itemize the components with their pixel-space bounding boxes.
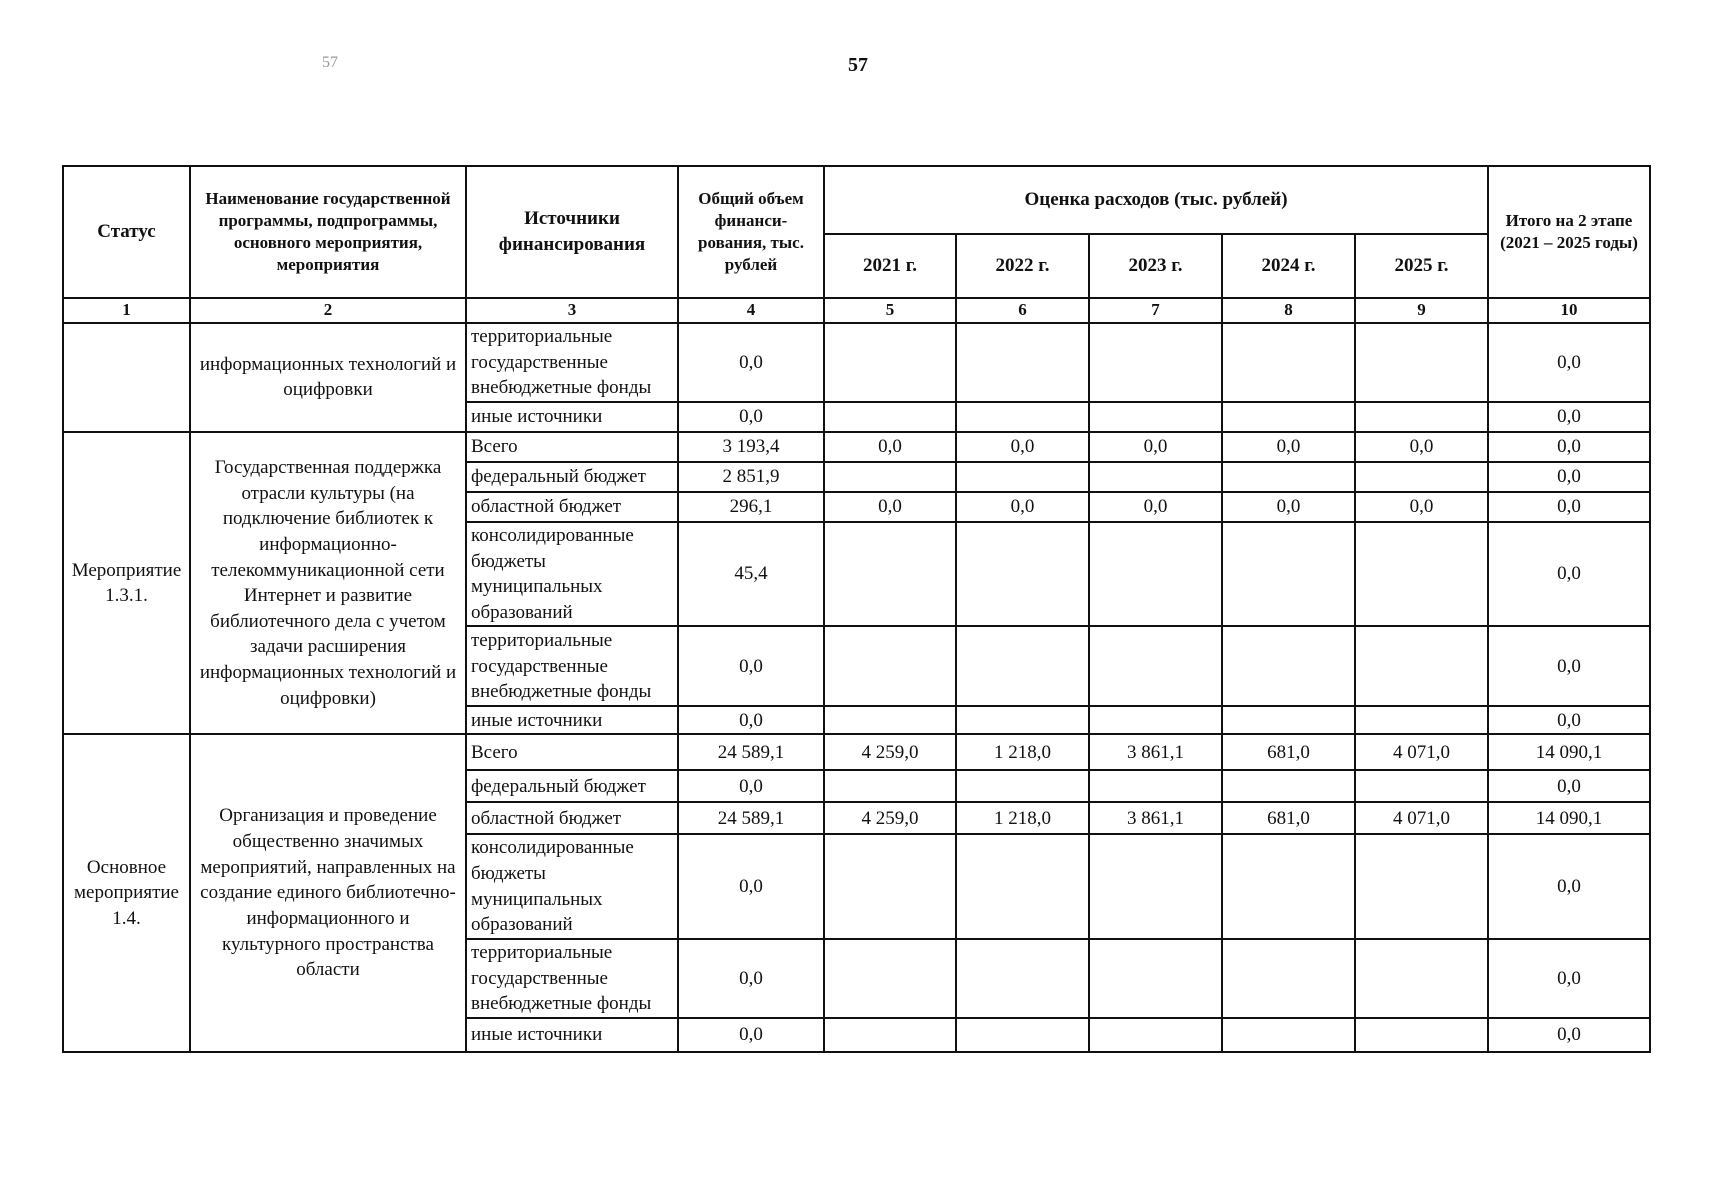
year-amount-cell (1222, 939, 1355, 1018)
year-amount-cell (824, 323, 956, 402)
year-amount-cell (956, 770, 1089, 802)
year-amount-cell (1355, 770, 1488, 802)
status-cell: Основное мероприятие 1.4. (63, 734, 190, 1051)
year-amount-cell (1222, 706, 1355, 734)
year-amount-cell (824, 770, 956, 802)
stage-total-cell: 0,0 (1488, 706, 1650, 734)
total-amount-cell: 3 193,4 (678, 432, 824, 462)
year-amount-cell (1222, 1018, 1355, 1052)
total-amount-cell: 24 589,1 (678, 734, 824, 770)
status-cell (63, 323, 190, 432)
funding-source-cell: федеральный бюджет (466, 770, 678, 802)
header-estimate: Оценка расходов (тыс. рублей) (824, 166, 1488, 234)
activity-name-cell: Государственная поддержка отрасли культуры (на подключение библиотек к информационно-телекоммуникационной сети Интернет и развитие библиотечного дела с учетом задачи расширения информационных технологий и оцифровки) (190, 432, 466, 735)
funding-source-cell: территориальные государственные внебюджетные фонды (466, 939, 678, 1018)
table-row (63, 323, 1650, 402)
year-amount-cell (1355, 626, 1488, 706)
stage-total-cell: 0,0 (1488, 323, 1650, 402)
total-amount-cell: 24 589,1 (678, 802, 824, 834)
column-number-cell: 1 (63, 298, 190, 323)
year-amount-cell (824, 522, 956, 627)
table-row (63, 734, 1650, 770)
header-year: 2022 г. (956, 234, 1089, 298)
funding-source-cell: областной бюджет (466, 802, 678, 834)
stage-total-cell: 0,0 (1488, 492, 1650, 522)
year-amount-cell (956, 462, 1089, 492)
year-amount-cell: 0,0 (1355, 492, 1488, 522)
year-amount-cell: 4 259,0 (824, 802, 956, 834)
funding-source-cell: областной бюджет (466, 492, 678, 522)
column-number-cell: 3 (466, 298, 678, 323)
funding-source-cell: Всего (466, 432, 678, 462)
year-amount-cell (1089, 939, 1222, 1018)
budget-table (62, 165, 1651, 1053)
funding-source-cell: федеральный бюджет (466, 462, 678, 492)
total-amount-cell: 296,1 (678, 492, 824, 522)
column-number-cell: 4 (678, 298, 824, 323)
activity-name-cell: информационных технологий и оцифровки (190, 323, 466, 432)
year-amount-cell (824, 462, 956, 492)
total-amount-cell: 0,0 (678, 1018, 824, 1052)
funding-source-cell: консолидированные бюджеты муниципальных образований (466, 834, 678, 939)
table-row (63, 432, 1650, 462)
year-amount-cell: 0,0 (956, 492, 1089, 522)
year-amount-cell (956, 626, 1089, 706)
total-amount-cell: 0,0 (678, 402, 824, 432)
column-numbers-row (63, 298, 1650, 323)
funding-source-cell: иные источники (466, 402, 678, 432)
year-amount-cell: 0,0 (956, 432, 1089, 462)
year-amount-cell (956, 834, 1089, 939)
year-amount-cell: 0,0 (1355, 432, 1488, 462)
year-amount-cell: 1 218,0 (956, 734, 1089, 770)
year-amount-cell (956, 1018, 1089, 1052)
year-amount-cell (824, 1018, 956, 1052)
year-amount-cell (1222, 323, 1355, 402)
year-amount-cell (824, 626, 956, 706)
stage-total-cell: 0,0 (1488, 939, 1650, 1018)
total-amount-cell: 0,0 (678, 626, 824, 706)
header-year: 2021 г. (824, 234, 956, 298)
year-amount-cell (1355, 834, 1488, 939)
year-amount-cell: 4 071,0 (1355, 734, 1488, 770)
year-amount-cell: 0,0 (1089, 492, 1222, 522)
header-year: 2024 г. (1222, 234, 1355, 298)
activity-name-cell: Организация и проведение общественно значимых мероприятий, направленных на создание единого библиотечно-информационного и культурного пространства области (190, 734, 466, 1051)
header-name: Наименование государственной программы, подпрограммы, основного мероприятия, мероприятия (190, 166, 466, 298)
year-amount-cell (1222, 462, 1355, 492)
funding-source-cell: Всего (466, 734, 678, 770)
column-number-cell: 7 (1089, 298, 1222, 323)
scan-artifact-page-mark: 57 (322, 54, 338, 71)
year-amount-cell: 0,0 (1089, 432, 1222, 462)
total-amount-cell: 45,4 (678, 522, 824, 627)
year-amount-cell (824, 834, 956, 939)
year-amount-cell (1089, 1018, 1222, 1052)
total-amount-cell: 0,0 (678, 323, 824, 402)
column-number-cell: 8 (1222, 298, 1355, 323)
column-number-cell: 10 (1488, 298, 1650, 323)
year-amount-cell (1089, 626, 1222, 706)
year-amount-cell: 681,0 (1222, 802, 1355, 834)
year-amount-cell: 0,0 (1222, 492, 1355, 522)
funding-source-cell: консолидированные бюджеты муниципальных образований (466, 522, 678, 627)
column-number-cell: 2 (190, 298, 466, 323)
year-amount-cell (1355, 462, 1488, 492)
year-amount-cell (956, 402, 1089, 432)
year-amount-cell (956, 939, 1089, 1018)
year-amount-cell (1222, 834, 1355, 939)
year-amount-cell (1089, 706, 1222, 734)
header-total-volume: Общий объем финанси-рования, тыс. рублей (678, 166, 824, 298)
year-amount-cell: 0,0 (824, 432, 956, 462)
stage-total-cell: 0,0 (1488, 522, 1650, 627)
column-number-cell: 5 (824, 298, 956, 323)
total-amount-cell: 0,0 (678, 706, 824, 734)
year-amount-cell (1089, 462, 1222, 492)
year-amount-cell (1355, 1018, 1488, 1052)
year-amount-cell (1089, 770, 1222, 802)
total-amount-cell: 0,0 (678, 939, 824, 1018)
year-amount-cell (1355, 402, 1488, 432)
funding-source-cell: иные источники (466, 706, 678, 734)
total-amount-cell: 0,0 (678, 770, 824, 802)
year-amount-cell (1089, 834, 1222, 939)
stage-total-cell: 0,0 (1488, 402, 1650, 432)
year-amount-cell (1222, 770, 1355, 802)
funding-source-cell: территориальные государственные внебюджетные фонды (466, 626, 678, 706)
header-row-1 (63, 166, 1650, 234)
year-amount-cell (1222, 626, 1355, 706)
year-amount-cell (956, 323, 1089, 402)
year-amount-cell: 681,0 (1222, 734, 1355, 770)
header-year: 2023 г. (1089, 234, 1222, 298)
total-amount-cell: 0,0 (678, 834, 824, 939)
year-amount-cell (1355, 706, 1488, 734)
year-amount-cell (1355, 939, 1488, 1018)
header-status: Статус (63, 166, 190, 298)
year-amount-cell: 4 071,0 (1355, 802, 1488, 834)
stage-total-cell: 0,0 (1488, 462, 1650, 492)
year-amount-cell: 1 218,0 (956, 802, 1089, 834)
year-amount-cell (824, 939, 956, 1018)
total-amount-cell: 2 851,9 (678, 462, 824, 492)
year-amount-cell: 4 259,0 (824, 734, 956, 770)
year-amount-cell (1089, 522, 1222, 627)
table-body (63, 298, 1650, 1052)
column-number-cell: 9 (1355, 298, 1488, 323)
funding-source-cell: иные источники (466, 1018, 678, 1052)
header-year: 2025 г. (1355, 234, 1488, 298)
year-amount-cell (956, 706, 1089, 734)
stage-total-cell: 14 090,1 (1488, 734, 1650, 770)
year-amount-cell (1222, 402, 1355, 432)
year-amount-cell: 0,0 (824, 492, 956, 522)
year-amount-cell: 3 861,1 (1089, 734, 1222, 770)
year-amount-cell: 3 861,1 (1089, 802, 1222, 834)
header-stage-total: Итого на 2 этапе (2021 – 2025 годы) (1488, 166, 1650, 298)
stage-total-cell: 0,0 (1488, 626, 1650, 706)
status-cell: Мероприятие 1.3.1. (63, 432, 190, 735)
stage-total-cell: 0,0 (1488, 432, 1650, 462)
year-amount-cell (1355, 522, 1488, 627)
year-amount-cell (824, 402, 956, 432)
funding-source-cell: территориальные государственные внебюджетные фонды (466, 323, 678, 402)
year-amount-cell (824, 706, 956, 734)
year-amount-cell (956, 522, 1089, 627)
year-amount-cell: 0,0 (1222, 432, 1355, 462)
stage-total-cell: 0,0 (1488, 1018, 1650, 1052)
year-amount-cell (1222, 522, 1355, 627)
stage-total-cell: 14 090,1 (1488, 802, 1650, 834)
year-amount-cell (1089, 402, 1222, 432)
stage-total-cell: 0,0 (1488, 770, 1650, 802)
page-number: 57 (848, 54, 868, 76)
year-amount-cell (1355, 323, 1488, 402)
year-amount-cell (1089, 323, 1222, 402)
column-number-cell: 6 (956, 298, 1089, 323)
stage-total-cell: 0,0 (1488, 834, 1650, 939)
header-sources: Источники финансирования (466, 166, 678, 298)
